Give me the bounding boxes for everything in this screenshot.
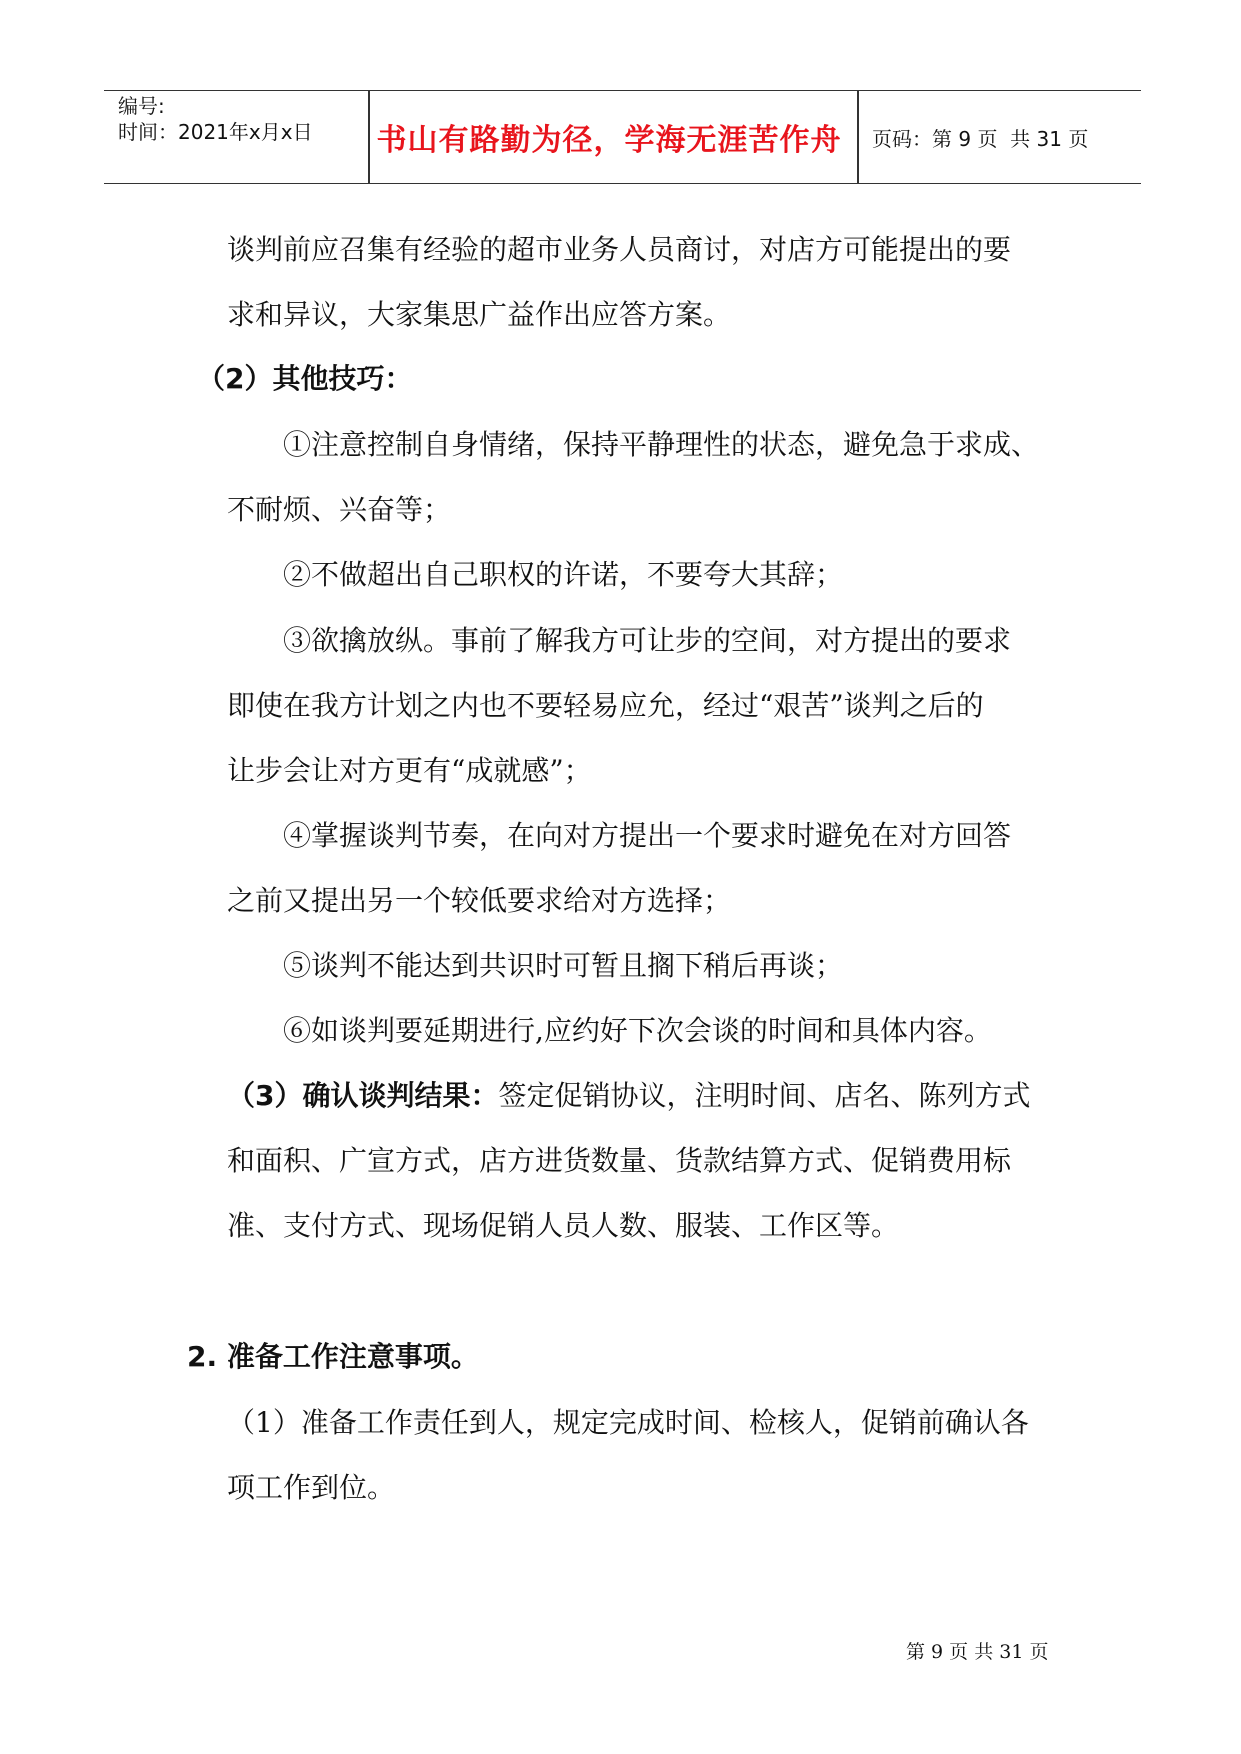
- section-text: 签定促销协议，注明时间、店名、陈列方式: [498, 1079, 1031, 1112]
- section-heading: 2. 准备工作注意事项。: [187, 1340, 479, 1373]
- section-heading: （3）确认谈判结果：: [227, 1079, 499, 1112]
- paragraph-line: 和面积、广宣方式，店方进货数量、货款结算方式、促销费用标: [227, 1144, 1012, 1177]
- paragraph-line: 准、支付方式、现场促销人员人数、服装、工作区等。: [227, 1209, 900, 1242]
- list-item: 让步会让对方更有“成就感”；: [227, 754, 592, 787]
- paragraph-line: （1）准备工作责任到人，规定完成时间、检核人，促销前确认各: [227, 1406, 1029, 1439]
- time-label: 时间：2021年x月x日: [118, 120, 313, 144]
- paragraph-line: 求和异议，大家集思广益作出应答方案。: [227, 298, 732, 331]
- list-item: 之前又提出另一个较低要求给对方选择；: [227, 884, 732, 917]
- page-label: 页码：第 9 页 共 31 页: [872, 126, 1089, 151]
- list-item: 即使在我方计划之内也不要轻易应允，经过“艰苦”谈判之后的: [227, 689, 984, 722]
- list-item: 不耐烦、兴奋等；: [227, 493, 452, 526]
- section-line: [227, 1074, 1031, 1114]
- list-item: ①注意控制自身情绪，保持平静理性的状态，避免急于求成、: [283, 428, 1040, 461]
- footer-page-number: 第 9 页 共 31 页: [906, 1641, 1049, 1663]
- page-header: [104, 90, 1141, 184]
- list-item: ④掌握谈判节奏，在向对方提出一个要求时避免在对方回答: [283, 819, 1012, 852]
- list-item: ②不做超出自己职权的许诺，不要夸大其辞；: [283, 558, 844, 591]
- serial-label: 编号:: [118, 94, 165, 118]
- header-page-number: [872, 91, 1088, 183]
- section-heading: （2）其他技巧：: [197, 362, 413, 395]
- list-item: ③欲擒放纵。事前了解我方可让步的空间，对方提出的要求: [283, 624, 1012, 657]
- header-divider: [857, 91, 859, 183]
- paragraph-line: 项工作到位。: [227, 1471, 396, 1504]
- header-motto: 书山有路勤为径，学海无涯苦作舟: [376, 123, 842, 158]
- paragraph-line: 谈判前应召集有经验的超市业务人员商讨，对店方可能提出的要: [227, 233, 1012, 266]
- header-meta: [118, 91, 368, 183]
- list-item: ⑥如谈判要延期进行,应约好下次会谈的时间和具体内容。: [283, 1014, 992, 1047]
- list-item: ⑤谈判不能达到共识时可暂且搁下稍后再谈；: [283, 949, 844, 982]
